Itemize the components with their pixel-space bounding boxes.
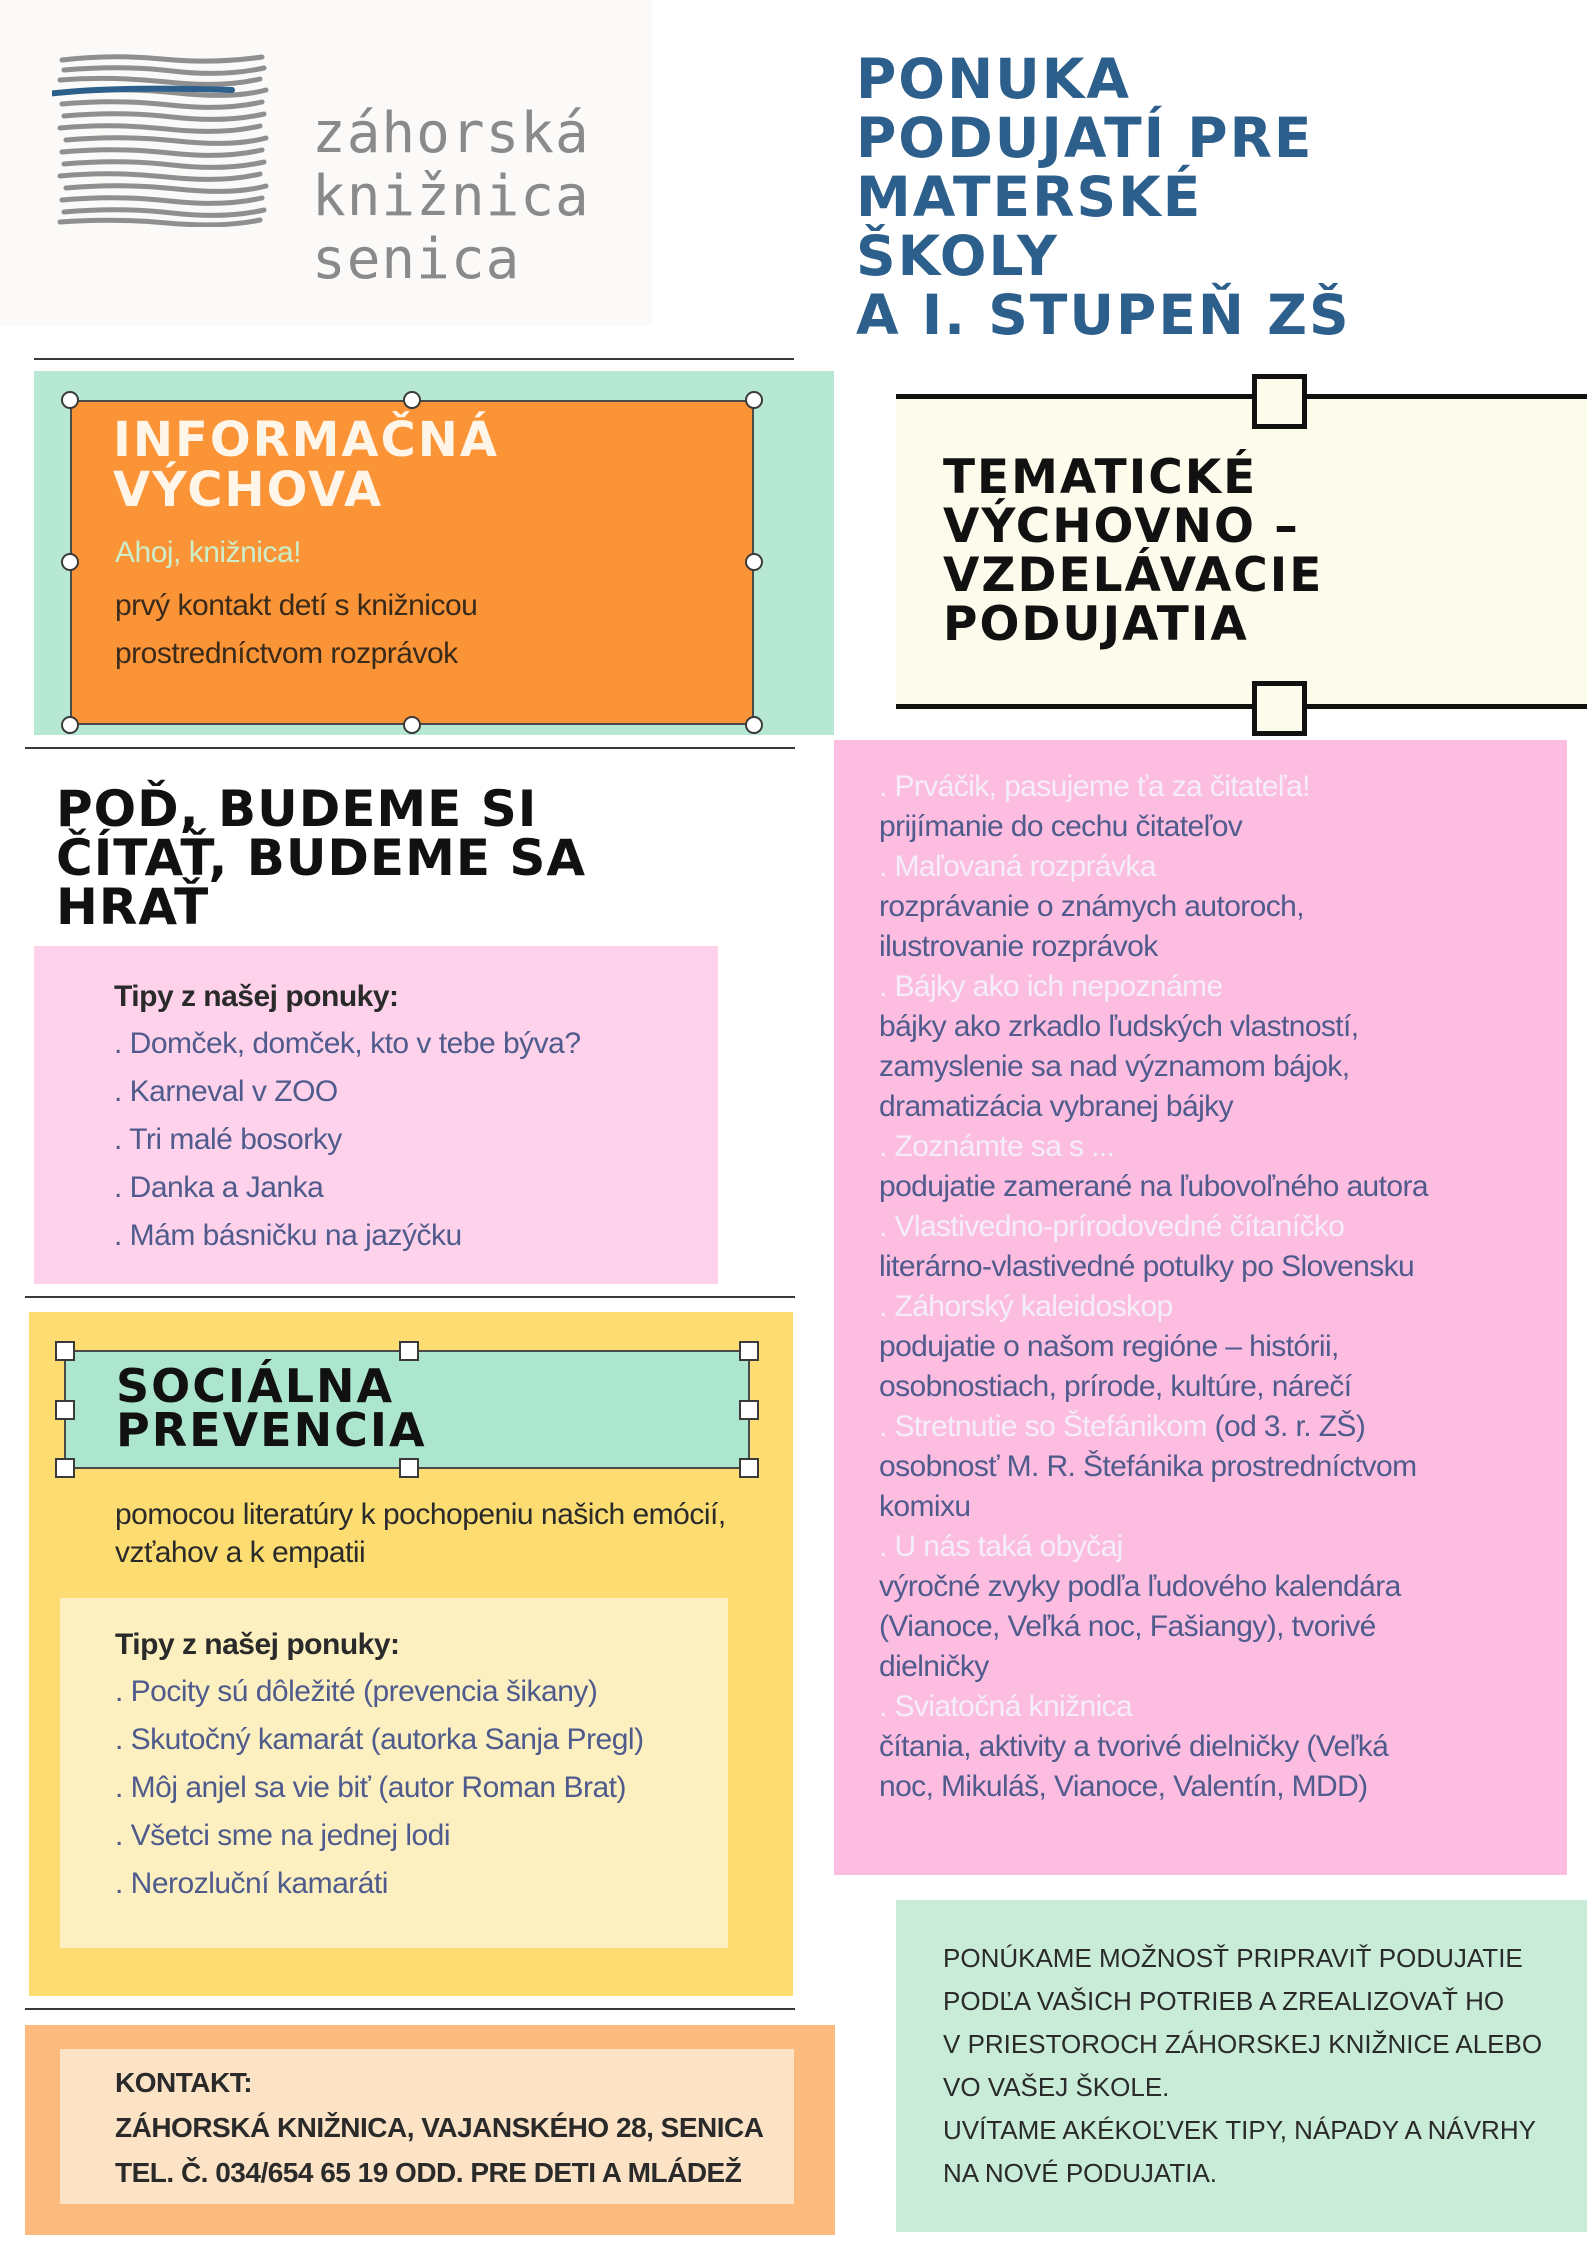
decor-square [1252,374,1307,429]
event-item [879,1287,1567,1407]
offer-line: UVÍTAME AKÉKOĽVEK TIPY, NÁPADY A NÁVRHY [943,2115,1536,2145]
pod-tips-box [34,946,718,1284]
logo-line: knižnica [312,164,590,229]
tema-title-line: PODUJATIA [943,597,1249,652]
event-item [879,1687,1567,1807]
title-line: A I. STUPEŇ ZŠ [856,283,1351,347]
event-description: prijímanie do cechu čitateľov [879,810,1243,843]
event-title: . Bájky ako ich nepoznáme [879,970,1223,1003]
list-item: . Tri malé bosorky [114,1123,342,1156]
event-description: podujatie o našom regióne – histórii, osobnostiach, prírode, kultúre, nárečí [879,1330,1352,1403]
tema-title-line: VZDELÁVACIE [943,548,1324,603]
list-item: . Domček, domček, kto v tebe býva? [114,1027,581,1060]
pod-title-line: ČÍTAŤ, BUDEME SA [56,829,587,887]
decor-square [1252,681,1307,736]
resize-handle [745,391,763,409]
social-title-line: PREVENCIA [116,1403,427,1457]
event-item [879,767,1567,847]
event-title: . U nás taká obyčaj [879,1530,1123,1563]
list-item: . Všetci sme na jednej lodi [115,1819,451,1852]
resize-handle [55,1458,75,1478]
resize-handle [61,716,79,734]
contact-line: TEL. Č. 034/654 65 19 ODD. PRE DETI A MLÁDEŽ [115,2157,742,2188]
event-title: . Záhorský kaleidoskop [879,1290,1173,1323]
tema-title [943,450,1324,652]
tema-title-line: TEMATICKÉ [943,450,1258,505]
divider [25,2008,795,2010]
info-subtitle: Ahoj, knižnica! [115,536,301,569]
divider [34,358,794,360]
offer-line: NA NOVÉ PODUJATIA. [943,2158,1218,2188]
title-line: ŠKOLY [856,224,1059,288]
event-note: (od 3. r. ZŠ) [1206,1410,1366,1443]
offer-line: VO VAŠEJ ŠKOLE. [943,2072,1170,2102]
social-text: pomocou literatúry k pochopeniu našich emócií, vzťahov a k empatii [115,1498,726,1569]
stacked-lines-books-icon [52,52,272,227]
offer-line: V PRIESTOROCH ZÁHORSKEJ KNIŽNICE ALEBO [943,2029,1543,2059]
title-line: MATERSKÉ [856,165,1203,229]
info-title [113,412,500,518]
event-item [879,1407,1567,1527]
resize-handle [399,1458,419,1478]
decor-bar [896,704,1587,709]
event-title: . Prváčik, pasujeme ťa za čitateľa! [879,770,1310,803]
event-description: osobnosť M. R. Štefánika prostredníctvom komixu [879,1450,1417,1523]
info-text-line: prvý kontakt detí s knižnicou [115,589,478,622]
info-text [115,582,735,678]
event-title: . Zoznámte sa s ... [879,1130,1115,1163]
resize-handle [739,1400,759,1420]
info-text-line: prostredníctvom rozprávok [115,637,458,670]
event-description: podujatie zamerané na ľubovoľného autora [879,1170,1428,1203]
social-title-line: SOCIÁLNA [116,1359,395,1413]
list-item: . Môj anjel sa vie biť (autor Roman Brat) [115,1771,626,1804]
pod-title-line: HRAŤ [56,878,210,936]
event-item [879,1207,1567,1287]
event-title: . Vlastivedno-prírodovedné čítaníčko [879,1210,1345,1243]
resize-handle [739,1458,759,1478]
resize-handle [399,1341,419,1361]
pod-title [56,780,776,936]
contact-line: ZÁHORSKÁ KNIŽNICA, VAJANSKÉHO 28, SENICA [115,2112,764,2143]
info-title-line: INFORMAČNÁ [113,412,500,468]
social-tips-box [60,1598,728,1948]
resize-handle [403,716,421,734]
resize-handle [745,553,763,571]
event-title: . Maľovaná rozprávka [879,850,1156,883]
list-item: . Nerozluční kamaráti [115,1867,388,1900]
logo-line: senica [312,227,521,292]
resize-handle [55,1341,75,1361]
resize-handle [739,1341,759,1361]
event-description: literárno-vlastivedné potulky po Slovensku [879,1250,1415,1283]
events-list [879,767,1567,1807]
event-title: . Sviatočná knižnica [879,1690,1133,1723]
decor-bar [896,394,1587,399]
list-item: . Karneval v ZOO [114,1075,338,1108]
logo-text [312,102,590,291]
divider [25,1296,795,1298]
pod-title-line: POĎ, BUDEME SI [56,780,538,838]
contact-line: KONTAKT: [115,2067,253,2098]
list-item: . Mám básničku na jazýčku [114,1219,462,1252]
social-title [116,1359,427,1457]
title-line: PONUKA [856,47,1131,111]
resize-handle [61,553,79,571]
offer-line: PONÚKAME MOŽNOSŤ PRIPRAVIŤ PODUJATIE [943,1943,1523,1973]
tips-heading: Tipy z našej ponuky: [114,980,399,1013]
event-item [879,967,1567,1127]
list-item: . Danka a Janka [114,1171,324,1204]
event-description: bájky ako zrkadlo ľudských vlastností, zamyslenie sa nad významom bájok, dramatizácia vybranej bájky [879,1010,1359,1123]
offer-text [943,1937,1543,2195]
list-item: . Pocity sú dôležité (prevencia šikany) [115,1675,598,1708]
contact-text [115,2060,815,2195]
event-item [879,1127,1567,1207]
divider [25,747,795,749]
tema-title-line: VÝCHOVNO – [943,499,1300,554]
resize-handle [61,391,79,409]
event-description: čítania, aktivity a tvorivé dielničky (Veľká noc, Mikuláš, Vianoce, Valentín, MDD) [879,1730,1389,1803]
event-description: rozprávanie o známych autoroch, ilustrovanie rozprávok [879,890,1304,963]
page-title [856,47,1556,347]
event-title: . Stretnutie so Štefánikom [879,1410,1207,1443]
event-item [879,847,1567,967]
resize-handle [55,1400,75,1420]
resize-handle [403,391,421,409]
event-description: výročné zvyky podľa ľudového kalendára (Vianoce, Veľká noc, Fašiangy), tvorivé dielničky [879,1570,1401,1683]
info-title-line: VÝCHOVA [113,462,384,518]
logo-line: záhorská [312,101,590,166]
resize-handle [745,716,763,734]
list-item: . Skutočný kamarát (autorka Sanja Pregl) [115,1723,644,1756]
event-item [879,1527,1567,1687]
tips-heading: Tipy z našej ponuky: [115,1628,400,1661]
offer-line: PODĽA VAŠICH POTRIEB A ZREALIZOVAŤ HO [943,1986,1505,2016]
title-line: PODUJATÍ PRE [856,106,1314,170]
